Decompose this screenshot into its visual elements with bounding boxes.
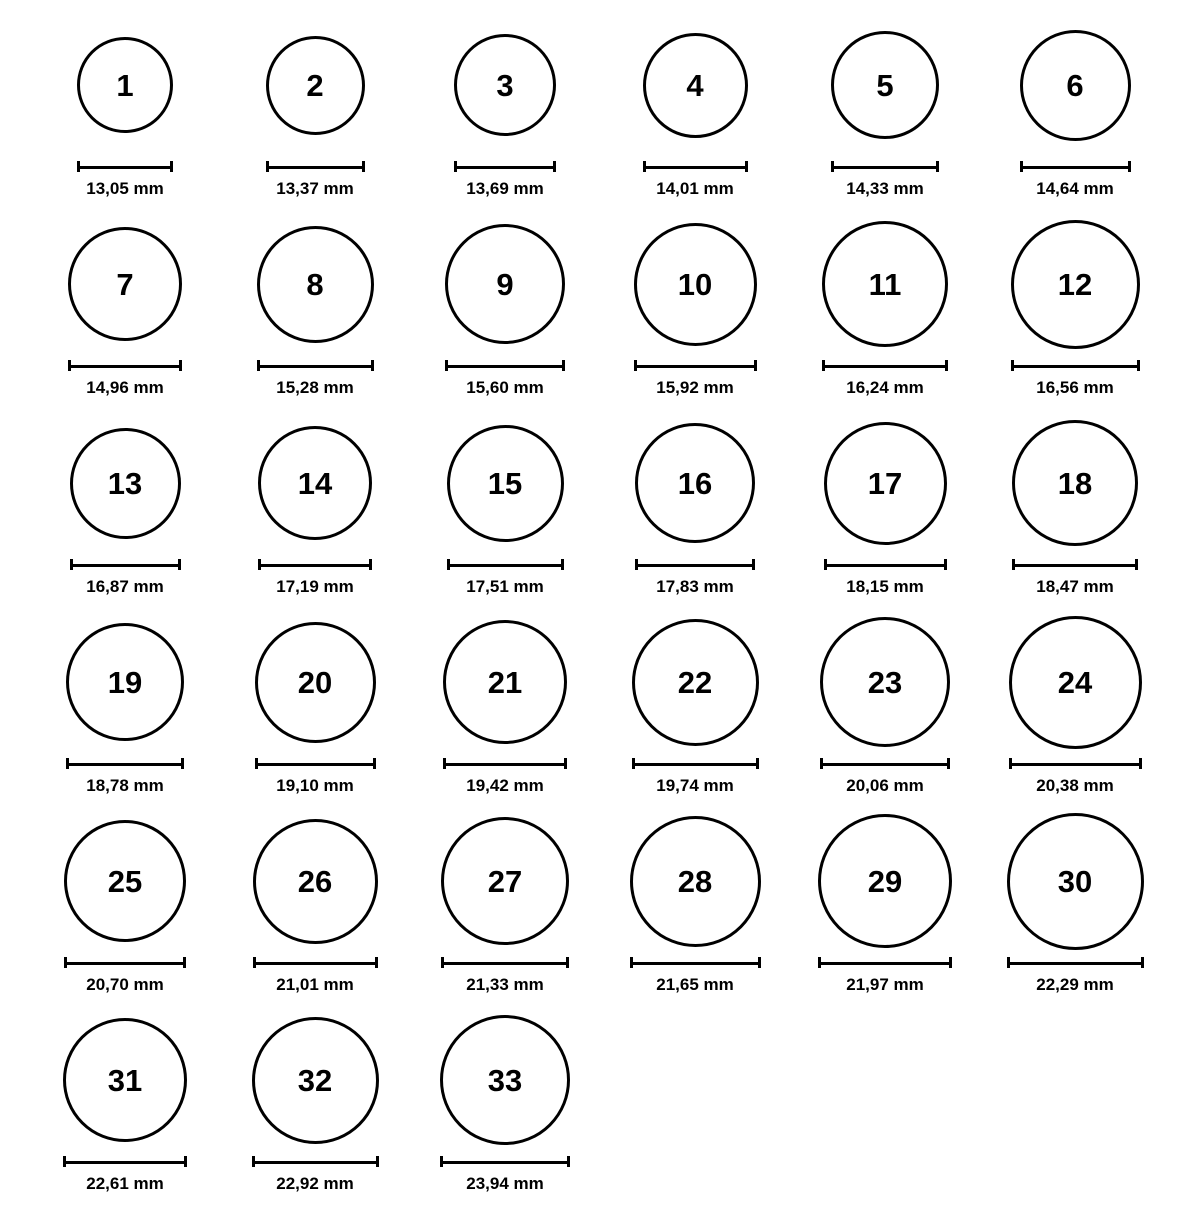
ring-circle-wrap xyxy=(253,814,378,948)
measure-cap-right-icon xyxy=(944,559,947,570)
ring-size-cell xyxy=(220,217,410,416)
diameter-label: 17,83 mm xyxy=(656,577,734,596)
measure-cap-left-icon xyxy=(1011,360,1014,371)
measure-line xyxy=(258,559,372,570)
measure-cap-left-icon xyxy=(822,360,825,371)
ring-size-number: 2 xyxy=(306,67,324,103)
measure-line xyxy=(253,957,378,968)
measure-cap-left-icon xyxy=(1012,559,1015,570)
diameter-label: 21,33 mm xyxy=(466,975,544,994)
ring-size-cell xyxy=(980,814,1170,1013)
measure-cap-right-icon xyxy=(373,758,376,769)
ring-size-cell xyxy=(600,814,790,1013)
ring-circle-wrap xyxy=(70,416,181,550)
measure-line xyxy=(818,957,952,968)
ring-size-number: 14 xyxy=(297,465,333,501)
measure-cap-right-icon xyxy=(561,559,564,570)
diameter-measure-bar xyxy=(445,359,565,372)
ring-circle xyxy=(824,422,947,545)
ring-size-cell xyxy=(30,814,220,1013)
measure-cap-right-icon xyxy=(375,957,378,968)
diameter-measure-bar xyxy=(1009,757,1142,770)
diameter-measure-bar xyxy=(1007,956,1144,969)
measure-cap-right-icon xyxy=(184,1156,187,1167)
ring-circle-wrap xyxy=(445,217,565,351)
ring-size-number: 9 xyxy=(496,266,514,302)
diameter-label: 15,92 mm xyxy=(656,378,734,397)
measure-cap-left-icon xyxy=(70,559,73,570)
ring-size-cell xyxy=(410,416,600,615)
measure-cap-left-icon xyxy=(63,1156,66,1167)
ring-size-cell xyxy=(220,615,410,814)
ring-size-cell xyxy=(790,416,980,615)
diameter-label: 14,64 mm xyxy=(1036,179,1114,198)
ring-size-number: 10 xyxy=(677,266,713,302)
measure-cap-left-icon xyxy=(454,161,457,172)
diameter-label: 16,56 mm xyxy=(1036,378,1114,397)
measure-cap-left-icon xyxy=(253,957,256,968)
ring-size-number: 33 xyxy=(487,1062,523,1098)
measure-line xyxy=(266,161,365,172)
diameter-measure-bar xyxy=(643,160,748,173)
diameter-label: 23,94 mm xyxy=(466,1174,544,1193)
ring-circle xyxy=(66,623,184,741)
diameter-label: 18,78 mm xyxy=(86,776,164,795)
ring-circle xyxy=(1012,420,1138,546)
diameter-label: 19,42 mm xyxy=(466,776,544,795)
ring-circle xyxy=(822,221,948,347)
ring-size-cell xyxy=(220,1013,410,1212)
measure-line xyxy=(70,559,181,570)
ring-circle-wrap xyxy=(447,416,564,550)
ring-circle xyxy=(70,428,181,539)
measure-cap-left-icon xyxy=(831,161,834,172)
ring-circle xyxy=(63,1018,187,1142)
ring-circle-wrap xyxy=(635,416,755,550)
measure-line xyxy=(445,360,565,371)
diameter-measure-bar xyxy=(257,359,374,372)
ring-circle-wrap xyxy=(258,416,372,550)
ring-size-number: 29 xyxy=(867,863,903,899)
ring-circle-wrap xyxy=(831,18,939,152)
measure-cap-right-icon xyxy=(183,957,186,968)
diameter-measure-bar xyxy=(818,956,952,969)
measure-cap-left-icon xyxy=(824,559,827,570)
measure-cap-right-icon xyxy=(564,758,567,769)
ring-circle xyxy=(818,814,952,948)
measure-cap-left-icon xyxy=(1007,957,1010,968)
ring-circle xyxy=(1020,30,1131,141)
diameter-measure-bar xyxy=(253,956,378,969)
ring-size-cell xyxy=(790,615,980,814)
measure-cap-right-icon xyxy=(745,161,748,172)
ring-size-number: 3 xyxy=(496,67,514,103)
measure-line xyxy=(820,758,950,769)
ring-circle-wrap xyxy=(77,18,173,152)
diameter-measure-bar xyxy=(266,160,365,173)
diameter-label: 22,92 mm xyxy=(276,1174,354,1193)
measure-line xyxy=(822,360,948,371)
ring-circle-wrap xyxy=(255,615,376,749)
measure-cap-left-icon xyxy=(77,161,80,172)
ring-circle-wrap xyxy=(443,615,567,749)
measure-cap-right-icon xyxy=(1139,758,1142,769)
ring-size-cell xyxy=(600,18,790,217)
diameter-label: 15,28 mm xyxy=(276,378,354,397)
measure-line xyxy=(1011,360,1140,371)
ring-size-cell xyxy=(410,615,600,814)
diameter-measure-bar xyxy=(252,1155,379,1168)
ring-circle-wrap xyxy=(818,814,952,948)
diameter-label: 21,01 mm xyxy=(276,975,354,994)
ring-size-cell xyxy=(30,18,220,217)
ring-size-cell xyxy=(600,217,790,416)
ring-circle xyxy=(253,819,378,944)
diameter-label: 14,96 mm xyxy=(86,378,164,397)
ring-circle-wrap xyxy=(266,18,365,152)
diameter-label: 21,97 mm xyxy=(846,975,924,994)
measure-line xyxy=(447,559,564,570)
diameter-measure-bar xyxy=(441,956,569,969)
measure-cap-right-icon xyxy=(170,161,173,172)
ring-circle-wrap xyxy=(257,217,374,351)
ring-circle xyxy=(64,820,186,942)
diameter-measure-bar xyxy=(66,757,184,770)
measure-line xyxy=(252,1156,379,1167)
diameter-label: 16,24 mm xyxy=(846,378,924,397)
measure-cap-left-icon xyxy=(258,559,261,570)
ring-circle-wrap xyxy=(1009,615,1142,749)
ring-circle xyxy=(441,817,569,945)
ring-circle xyxy=(1007,813,1144,950)
ring-circle-wrap xyxy=(1012,416,1138,550)
diameter-measure-bar xyxy=(630,956,761,969)
diameter-label: 14,33 mm xyxy=(846,179,924,198)
diameter-label: 19,74 mm xyxy=(656,776,734,795)
ring-size-number: 17 xyxy=(867,465,903,501)
diameter-label: 13,69 mm xyxy=(466,179,544,198)
measure-cap-right-icon xyxy=(1135,559,1138,570)
ring-circle xyxy=(454,34,556,136)
ring-size-cell xyxy=(980,217,1170,416)
diameter-measure-bar xyxy=(64,956,186,969)
ring-circle-wrap xyxy=(63,1013,187,1147)
diameter-label: 14,01 mm xyxy=(656,179,734,198)
diameter-measure-bar xyxy=(447,558,564,571)
measure-cap-right-icon xyxy=(936,161,939,172)
measure-line xyxy=(443,758,567,769)
ring-circle xyxy=(447,425,564,542)
diameter-label: 20,06 mm xyxy=(846,776,924,795)
ring-size-number: 24 xyxy=(1057,664,1093,700)
measure-cap-left-icon xyxy=(630,957,633,968)
measure-cap-left-icon xyxy=(257,360,260,371)
diameter-label: 15,60 mm xyxy=(466,378,544,397)
measure-line xyxy=(255,758,376,769)
diameter-label: 22,29 mm xyxy=(1036,975,1114,994)
measure-line xyxy=(440,1156,570,1167)
ring-circle-wrap xyxy=(634,217,757,351)
ring-circle xyxy=(820,617,950,747)
ring-size-cell xyxy=(410,217,600,416)
ring-circle-wrap xyxy=(454,18,556,152)
measure-cap-left-icon xyxy=(634,360,637,371)
measure-cap-left-icon xyxy=(441,957,444,968)
diameter-label: 19,10 mm xyxy=(276,776,354,795)
diameter-label: 21,65 mm xyxy=(656,975,734,994)
measure-cap-right-icon xyxy=(371,360,374,371)
ring-size-cell xyxy=(220,18,410,217)
measure-line xyxy=(1012,559,1138,570)
ring-size-cell xyxy=(980,18,1170,217)
ring-size-cell xyxy=(30,1013,220,1212)
diameter-measure-bar xyxy=(820,757,950,770)
diameter-label: 22,61 mm xyxy=(86,1174,164,1193)
measure-line xyxy=(630,957,761,968)
ring-size-grid xyxy=(30,18,1170,1212)
ring-circle xyxy=(1009,616,1142,749)
ring-size-cell xyxy=(790,217,980,416)
diameter-measure-bar xyxy=(77,160,173,173)
ring-circle xyxy=(266,36,365,135)
ring-size-cell xyxy=(30,615,220,814)
measure-line xyxy=(63,1156,187,1167)
diameter-measure-bar xyxy=(440,1155,570,1168)
ring-circle xyxy=(831,31,939,139)
ring-circle-wrap xyxy=(1007,814,1144,948)
ring-circle xyxy=(643,33,748,138)
measure-cap-right-icon xyxy=(369,559,372,570)
measure-cap-right-icon xyxy=(945,360,948,371)
ring-circle xyxy=(68,227,182,341)
ring-size-number: 31 xyxy=(107,1062,143,1098)
measure-cap-right-icon xyxy=(553,161,556,172)
ring-circle-wrap xyxy=(68,217,182,351)
diameter-measure-bar xyxy=(258,558,372,571)
ring-circle-wrap xyxy=(630,814,761,948)
ring-circle xyxy=(252,1017,379,1144)
diameter-label: 20,70 mm xyxy=(86,975,164,994)
ring-size-number: 26 xyxy=(297,863,333,899)
ring-circle-wrap xyxy=(64,814,186,948)
measure-line xyxy=(831,161,939,172)
ring-size-cell xyxy=(980,416,1170,615)
measure-cap-right-icon xyxy=(1128,161,1131,172)
diameter-label: 17,51 mm xyxy=(466,577,544,596)
diameter-label: 13,37 mm xyxy=(276,179,354,198)
ring-size-number: 18 xyxy=(1057,465,1093,501)
measure-cap-left-icon xyxy=(440,1156,443,1167)
ring-circle xyxy=(634,223,757,346)
measure-cap-right-icon xyxy=(362,161,365,172)
ring-circle xyxy=(440,1015,570,1145)
ring-size-number: 1 xyxy=(116,67,134,103)
ring-size-cell xyxy=(790,18,980,217)
measure-line xyxy=(643,161,748,172)
measure-cap-right-icon xyxy=(376,1156,379,1167)
measure-line xyxy=(1020,161,1131,172)
diameter-measure-bar xyxy=(635,558,755,571)
ring-size-number: 7 xyxy=(116,266,134,302)
diameter-measure-bar xyxy=(443,757,567,770)
ring-circle-wrap xyxy=(1011,217,1140,351)
ring-size-cell xyxy=(30,416,220,615)
diameter-label: 20,38 mm xyxy=(1036,776,1114,795)
measure-cap-right-icon xyxy=(1137,360,1140,371)
ring-size-number: 32 xyxy=(297,1062,333,1098)
ring-size-number: 28 xyxy=(677,863,713,899)
ring-size-number: 5 xyxy=(876,67,894,103)
ring-size-cell xyxy=(980,615,1170,814)
ring-circle-wrap xyxy=(643,18,748,152)
ring-size-cell xyxy=(410,1013,600,1212)
ring-size-number: 12 xyxy=(1057,266,1093,302)
ring-size-number: 11 xyxy=(868,266,902,302)
measure-line xyxy=(1007,957,1144,968)
diameter-measure-bar xyxy=(63,1155,187,1168)
measure-cap-right-icon xyxy=(562,360,565,371)
measure-line xyxy=(64,957,186,968)
ring-circle-wrap xyxy=(1020,18,1131,152)
ring-circle xyxy=(257,226,374,343)
diameter-measure-bar xyxy=(1012,558,1138,571)
measure-cap-left-icon xyxy=(443,758,446,769)
ring-circle xyxy=(443,620,567,744)
ring-size-cell xyxy=(410,18,600,217)
ring-size-number: 23 xyxy=(867,664,903,700)
measure-line xyxy=(257,360,374,371)
measure-line xyxy=(824,559,947,570)
measure-line xyxy=(441,957,569,968)
measure-cap-left-icon xyxy=(266,161,269,172)
measure-cap-left-icon xyxy=(68,360,71,371)
ring-size-cell xyxy=(220,416,410,615)
measure-cap-right-icon xyxy=(752,559,755,570)
ring-size-number: 21 xyxy=(487,664,523,700)
measure-line xyxy=(68,360,182,371)
measure-cap-left-icon xyxy=(64,957,67,968)
ring-circle xyxy=(1011,220,1140,349)
diameter-measure-bar xyxy=(632,757,759,770)
diameter-measure-bar xyxy=(1011,359,1140,372)
ring-size-number: 15 xyxy=(487,465,523,501)
measure-cap-left-icon xyxy=(447,559,450,570)
ring-circle-wrap xyxy=(820,615,950,749)
diameter-measure-bar xyxy=(822,359,948,372)
measure-line xyxy=(634,360,757,371)
diameter-label: 17,19 mm xyxy=(276,577,354,596)
measure-cap-left-icon xyxy=(632,758,635,769)
measure-line xyxy=(66,758,184,769)
ring-size-number: 25 xyxy=(107,863,143,899)
ring-size-number: 20 xyxy=(297,664,333,700)
measure-line xyxy=(632,758,759,769)
ring-circle-wrap xyxy=(824,416,947,550)
diameter-measure-bar xyxy=(824,558,947,571)
measure-line xyxy=(77,161,173,172)
diameter-label: 18,47 mm xyxy=(1036,577,1114,596)
ring-size-cell xyxy=(30,217,220,416)
ring-circle xyxy=(632,619,759,746)
ring-size-number: 13 xyxy=(107,465,143,501)
diameter-label: 16,87 mm xyxy=(86,577,164,596)
ring-size-number: 8 xyxy=(306,266,324,302)
diameter-measure-bar xyxy=(70,558,181,571)
ring-size-number: 30 xyxy=(1057,863,1093,899)
measure-cap-left-icon xyxy=(818,957,821,968)
measure-cap-left-icon xyxy=(635,559,638,570)
ring-circle-wrap xyxy=(252,1013,379,1147)
measure-line xyxy=(454,161,556,172)
ring-size-number: 22 xyxy=(677,664,713,700)
ring-circle xyxy=(77,37,173,133)
measure-cap-right-icon xyxy=(178,559,181,570)
diameter-label: 13,05 mm xyxy=(86,179,164,198)
diameter-measure-bar xyxy=(255,757,376,770)
ring-circle xyxy=(445,224,565,344)
measure-cap-left-icon xyxy=(252,1156,255,1167)
measure-cap-right-icon xyxy=(566,957,569,968)
measure-cap-right-icon xyxy=(179,360,182,371)
ring-circle xyxy=(255,622,376,743)
measure-cap-right-icon xyxy=(947,758,950,769)
ring-size-cell xyxy=(220,814,410,1013)
measure-cap-right-icon xyxy=(754,360,757,371)
ring-circle-wrap xyxy=(632,615,759,749)
measure-cap-right-icon xyxy=(567,1156,570,1167)
ring-size-number: 6 xyxy=(1066,67,1084,103)
ring-size-cell xyxy=(600,615,790,814)
ring-size-cell xyxy=(600,416,790,615)
measure-cap-left-icon xyxy=(66,758,69,769)
diameter-measure-bar xyxy=(1020,160,1131,173)
ring-size-cell xyxy=(410,814,600,1013)
ring-size-number: 19 xyxy=(107,664,143,700)
measure-cap-right-icon xyxy=(949,957,952,968)
measure-cap-right-icon xyxy=(181,758,184,769)
ring-circle-wrap xyxy=(440,1013,570,1147)
diameter-measure-bar xyxy=(634,359,757,372)
ring-circle-wrap xyxy=(822,217,948,351)
ring-circle-wrap xyxy=(441,814,569,948)
diameter-measure-bar xyxy=(454,160,556,173)
ring-size-cell xyxy=(790,814,980,1013)
ring-circle-wrap xyxy=(66,615,184,749)
measure-cap-left-icon xyxy=(1020,161,1023,172)
measure-line xyxy=(1009,758,1142,769)
ring-circle xyxy=(630,816,761,947)
diameter-measure-bar xyxy=(831,160,939,173)
diameter-label: 18,15 mm xyxy=(846,577,924,596)
measure-line xyxy=(635,559,755,570)
measure-cap-left-icon xyxy=(445,360,448,371)
measure-cap-left-icon xyxy=(643,161,646,172)
ring-size-number: 27 xyxy=(487,863,523,899)
ring-circle xyxy=(635,423,755,543)
measure-cap-left-icon xyxy=(255,758,258,769)
ring-size-number: 4 xyxy=(686,67,704,103)
ring-circle xyxy=(258,426,372,540)
measure-cap-right-icon xyxy=(758,957,761,968)
measure-cap-left-icon xyxy=(1009,758,1012,769)
measure-cap-right-icon xyxy=(1141,957,1144,968)
measure-cap-left-icon xyxy=(820,758,823,769)
ring-size-number: 16 xyxy=(677,465,713,501)
measure-cap-right-icon xyxy=(756,758,759,769)
diameter-measure-bar xyxy=(68,359,182,372)
